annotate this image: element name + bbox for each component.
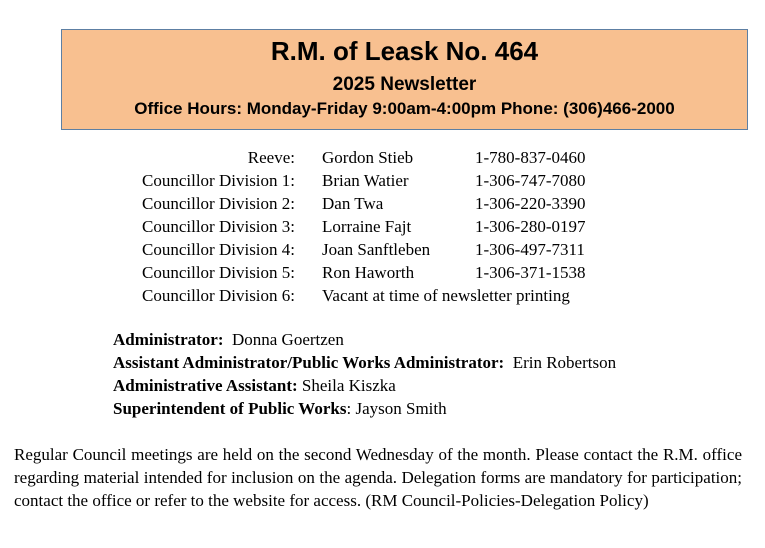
staff-separator [504, 353, 513, 372]
office-hours: Office Hours: Monday-Friday 9:00am-4:00pm Phone: (306)466-2000 [134, 99, 675, 118]
staff-title: Administrative Assistant: [113, 376, 298, 395]
council-role: Councillor Division 5: [142, 263, 295, 282]
staff-title: Superintendent of Public Works [113, 399, 347, 418]
council-name: Vacant at time of newsletter printing [322, 286, 570, 305]
staff-title: Administrator: [113, 330, 224, 349]
council-list [0, 146, 765, 307]
council-row [0, 261, 765, 284]
council-phone: 1-306-220-3390 [475, 194, 586, 213]
council-meeting-notice: Regular Council meetings are held on the second Wednesday of the month. Please contact the R.M. office regarding material intended for inclusion on the agenda. Delegation forms are mandatory for participation; contact the office or refer to the website for access. (RM Council-Policies-Delegation Policy) [14, 445, 742, 510]
newsletter-year: 2025 Newsletter [332, 74, 477, 95]
council-row [0, 284, 765, 307]
council-name: Brian Watier [322, 171, 409, 190]
council-row [0, 238, 765, 261]
council-phone: 1-306-497-7311 [475, 240, 585, 259]
council-role: Councillor Division 6: [142, 286, 295, 305]
council-row [0, 146, 765, 169]
council-name: Dan Twa [322, 194, 384, 213]
staff-row [113, 328, 616, 351]
staff-row [113, 351, 616, 374]
council-row [0, 215, 765, 238]
staff-separator [223, 330, 232, 349]
council-role: Reeve: [247, 148, 295, 167]
council-name: Gordon Stieb [322, 148, 414, 167]
council-role: Councillor Division 2: [142, 194, 295, 213]
staff-row [113, 374, 616, 397]
staff-name: Donna Goertzen [231, 330, 344, 349]
staff-separator: : [346, 399, 356, 418]
council-name: Lorraine Fajt [322, 217, 412, 236]
council-role: Councillor Division 1: [142, 171, 295, 190]
staff-name: Erin Robertson [512, 353, 617, 372]
staff-name: Sheila Kiszka [301, 376, 396, 395]
council-phone: 1-306-371-1538 [475, 263, 586, 282]
staff-list [113, 328, 616, 420]
council-row [0, 169, 765, 192]
council-name: Joan Sanftleben [322, 240, 431, 259]
council-role: Councillor Division 3: [142, 217, 295, 236]
council-phone: 1-306-280-0197 [475, 217, 586, 236]
municipality-title: R.M. of Leask No. 464 [270, 36, 539, 66]
staff-row [113, 397, 616, 420]
staff-name: Jayson Smith [355, 399, 447, 418]
newsletter-header [61, 29, 748, 130]
council-phone: 1-780-837-0460 [475, 148, 586, 167]
staff-title: Assistant Administrator/Public Works Administrator: [113, 353, 505, 372]
council-name: Ron Haworth [322, 263, 415, 282]
council-phone: 1-306-747-7080 [475, 171, 586, 190]
council-role: Councillor Division 4: [142, 240, 295, 259]
council-row [0, 192, 765, 215]
